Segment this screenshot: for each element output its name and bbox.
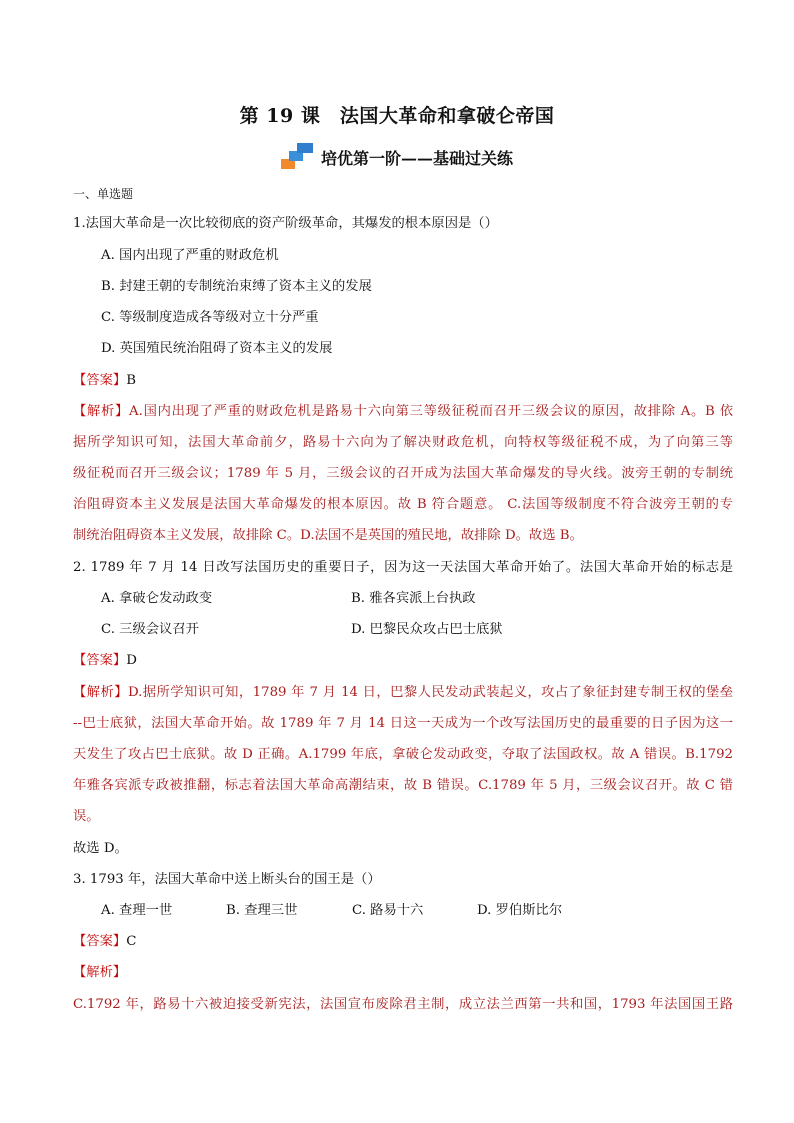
q1-analysis-line: 制统治阻碍资本主义发展，故排除 C。D.法国不是英国的殖民地，故排除 D。故选 B。 (73, 528, 583, 543)
q2-answer (73, 651, 733, 671)
q1-option-c: C. 等级制度造成各等级对立十分严重 (101, 310, 319, 325)
answer-label: 【答案】 (73, 934, 127, 949)
q3-answer-value: C (126, 934, 137, 949)
q1-analysis-line: 级征税而召开三级会议；1789 年 5 月，三级会议的召开成为法国大革命爆发的导火线。波旁王朝的专制统 (73, 466, 733, 481)
q2-analysis-line: 天发生了攻占巴士底狱。故 D 正确。A.1799 年底，拿破仑发动政变，夺取了法国政权。故 A 错误。B.1792 (73, 747, 733, 762)
section-banner (0, 143, 794, 173)
q3-option-c: C. 路易十六 (352, 903, 424, 918)
q1-analysis-line (73, 402, 733, 422)
q2-analysis-line: 误。 (73, 809, 100, 824)
q1-option-b: B. 封建王朝的专制统治束缚了资本主义的发展 (101, 279, 372, 294)
q3-options-row (101, 901, 761, 921)
q2-analysis-line (73, 683, 733, 703)
q1-answer (73, 371, 733, 391)
q1-stem: 1.法国大革命是一次比较彻底的资产阶级革命，其爆发的根本原因是（） (73, 216, 498, 231)
analysis-label: 【解析】 (73, 965, 127, 980)
answer-label: 【答案】 (73, 653, 127, 668)
q2-conclusion: 故选 D。 (73, 841, 128, 856)
q1-option-d: D. 英国殖民统治阻碍了资本主义的发展 (101, 341, 333, 356)
q1-analysis-line: 据所学知识可知，法国大革命前夕，路易十六向为了解决财政危机，向特权等级征税不成，为了向第三等 (73, 435, 733, 450)
q2-option-b: B. 雅各宾派上台执政 (351, 591, 476, 606)
answer-label: 【答案】 (73, 373, 127, 388)
q2-stem: 2. 1789 年 7 月 14 日改写法国历史的重要日子，因为这一天法国大革命开始了。法国大革命开始的标志是 (73, 560, 733, 575)
page-title: 第 19 课 法国大革命和拿破仑帝国 (239, 105, 555, 127)
q2-option-d: D. 巴黎民众攻占巴士底狱 (351, 622, 503, 637)
stairs-icon (281, 143, 315, 169)
q2-analysis-text: D.据所学知识可知，1789 年 7 月 14 日，巴黎人民发动武装起义，攻占了象征封建专制王权的堡垒 (127, 685, 734, 700)
q2-analysis-line: --巴士底狱，法国大革命开始。故 1789 年 7 月 14 日这一天成为一个改写法国历史的最重要的日子因为这一 (73, 716, 733, 731)
q3-option-a: A. 查理一世 (101, 903, 173, 918)
q1-analysis-text: A.国内出现了严重的财政危机是路易十六向第三等级征税而召开三级会议的原因，故排除 A。B 依 (129, 404, 734, 419)
q3-answer (73, 932, 733, 952)
q1-option-a: A. 国内出现了严重的财政危机 (101, 248, 279, 263)
q2-options-row (101, 620, 761, 640)
q3-option-d: D. 罗伯斯比尔 (477, 903, 563, 918)
q2-option-c: C. 三级会议召开 (101, 622, 199, 637)
q2-answer-value: D (126, 653, 137, 668)
q2-options-row (101, 589, 761, 609)
q3-stem: 3. 1793 年，法国大革命中送上断头台的国王是（） (73, 872, 381, 887)
analysis-label: 【解析】 (73, 685, 128, 700)
analysis-label: 【解析】 (73, 404, 130, 419)
q3-analysis-heading (73, 963, 733, 983)
q3-analysis-line: C.1792 年，路易十六被迫接受新宪法，法国宣布废除君主制，成立法兰西第一共和国，1793 年法国国王路 (73, 997, 733, 1012)
q1-analysis-line: 治阻碍资本主义发展是法国大革命爆发的根本原因。故 B 符合题意。 C.法国等级制度不符合波旁王朝的专 (73, 497, 733, 512)
q2-option-a: A. 拿破仑发动政变 (101, 591, 213, 606)
section-heading: 一、单选题 (73, 187, 134, 201)
q2-analysis-line: 年雅各宾派专政被推翻，标志着法国大革命高潮结束，故 B 错误。C.1789 年 5 月，三级会议召开。故 C 错 (73, 778, 733, 793)
q3-option-b: B. 查理三世 (226, 903, 298, 918)
q1-answer-value: B (126, 373, 136, 388)
page-subtitle: 培优第一阶——基础过关练 (320, 149, 513, 168)
